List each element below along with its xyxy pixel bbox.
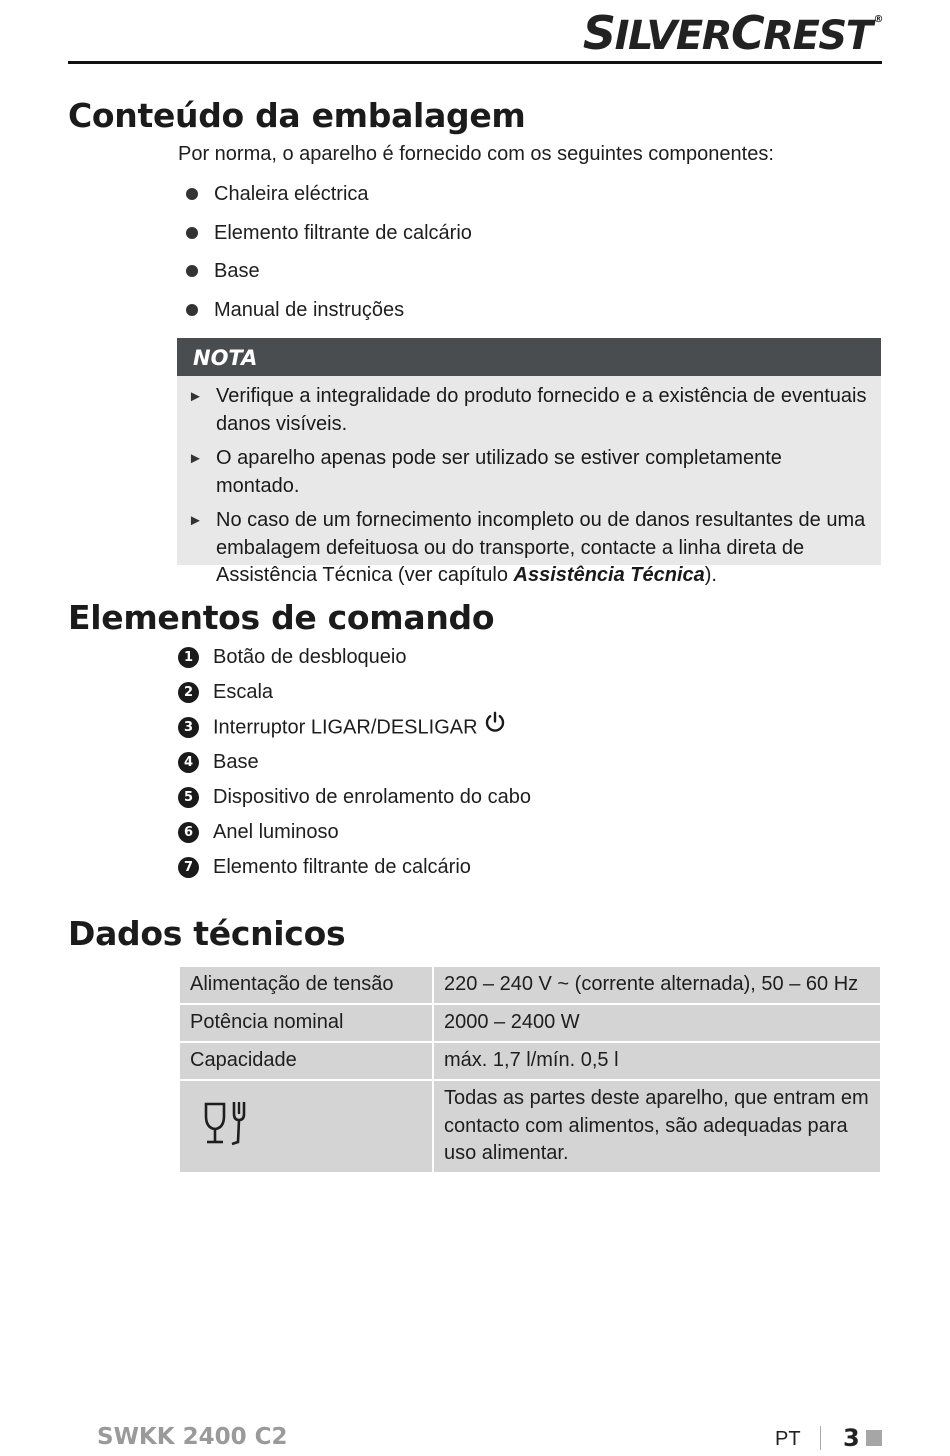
bullet-icon (186, 227, 198, 239)
arrow-right-icon: ► (188, 450, 203, 467)
number-badge: 3 (178, 717, 199, 738)
table-cell-label: Potência nominal (179, 1004, 433, 1042)
table-row (179, 1080, 881, 1173)
contents-list (178, 180, 472, 334)
control-item: 7 Elemento filtrante de calcário (178, 853, 531, 888)
footer-model: SWKK 2400 C2 (97, 1424, 288, 1450)
control-item: 4 Base (178, 748, 531, 783)
section-title-technical: Dados técnicos (68, 914, 346, 953)
list-item: Elemento filtrante de calcário (178, 219, 472, 258)
controls-list (178, 643, 531, 888)
note-item: ► No caso de um fornecimento incompleto ou de danos resultantes de uma embalagem defeituosa ou do transporte, contacte a linha direta de Assistência Técnica (ver capítulo Assistência Técnica). (188, 509, 866, 586)
bullet-icon (186, 304, 198, 316)
power-icon (484, 711, 506, 741)
table-cell-label: Alimentação de tensão (179, 966, 433, 1004)
arrow-right-icon: ► (188, 512, 203, 529)
footer-language: PT (775, 1428, 801, 1450)
table-row (179, 966, 881, 1004)
control-item: 1 Botão de desbloqueio (178, 643, 531, 678)
table-cell-value: Todas as partes deste aparelho, que entram em contacto com alimentos, são adequadas para uso alimentar. (433, 1080, 881, 1173)
number-badge: 5 (178, 787, 199, 808)
control-item: 3 Interruptor LIGAR/DESLIGAR (178, 713, 531, 748)
note-box (177, 338, 881, 586)
bullet-icon (186, 188, 198, 200)
cross-reference: Assistência Técnica (513, 564, 705, 586)
square-marker-icon (866, 1430, 882, 1446)
arrow-right-icon: ► (188, 388, 203, 405)
section-title-contents: Conteúdo da embalagem (68, 96, 526, 135)
control-item: 2 Escala (178, 678, 531, 713)
bullet-icon (186, 265, 198, 277)
list-item: Manual de instruções (178, 296, 472, 335)
technical-data-table (178, 965, 882, 1174)
table-row (179, 1042, 881, 1080)
footer-separator (820, 1426, 821, 1450)
table-cell-value: 220 – 240 V ~ (corrente alternada), 50 – 60 Hz (433, 966, 881, 1004)
page-number: 3 (843, 1424, 860, 1452)
list-item: Base (178, 257, 472, 296)
table-cell-value: máx. 1,7 l/mín. 0,5 l (433, 1042, 881, 1080)
table-cell-value: 2000 – 2400 W (433, 1004, 881, 1042)
glass-fork-icon (202, 1098, 250, 1159)
control-item: 6 Anel luminoso (178, 818, 531, 853)
note-item: ► Verifique a integralidade do produto fornecido e a existência de eventuais danos visíveis. (188, 385, 867, 435)
section-title-controls: Elementos de comando (68, 598, 495, 637)
contents-intro: Por norma, o aparelho é fornecido com os seguintes componentes: (178, 143, 774, 165)
number-badge: 6 (178, 822, 199, 843)
header-rule (68, 61, 882, 64)
table-row (179, 1004, 881, 1042)
number-badge: 4 (178, 752, 199, 773)
note-item: ► O aparelho apenas pode ser utilizado se estiver completamente montado. (188, 447, 782, 497)
number-badge: 7 (178, 857, 199, 878)
number-badge: 1 (178, 647, 199, 668)
table-cell-label: Capacidade (179, 1042, 433, 1080)
control-item: 5 Dispositivo de enrolamento do cabo (178, 783, 531, 818)
list-item: Chaleira eléctrica (178, 180, 472, 219)
brand-logo: SILVERCREST ® (582, 6, 882, 60)
note-heading: NOTA (177, 338, 881, 376)
table-cell-icon (179, 1080, 433, 1173)
number-badge: 2 (178, 682, 199, 703)
